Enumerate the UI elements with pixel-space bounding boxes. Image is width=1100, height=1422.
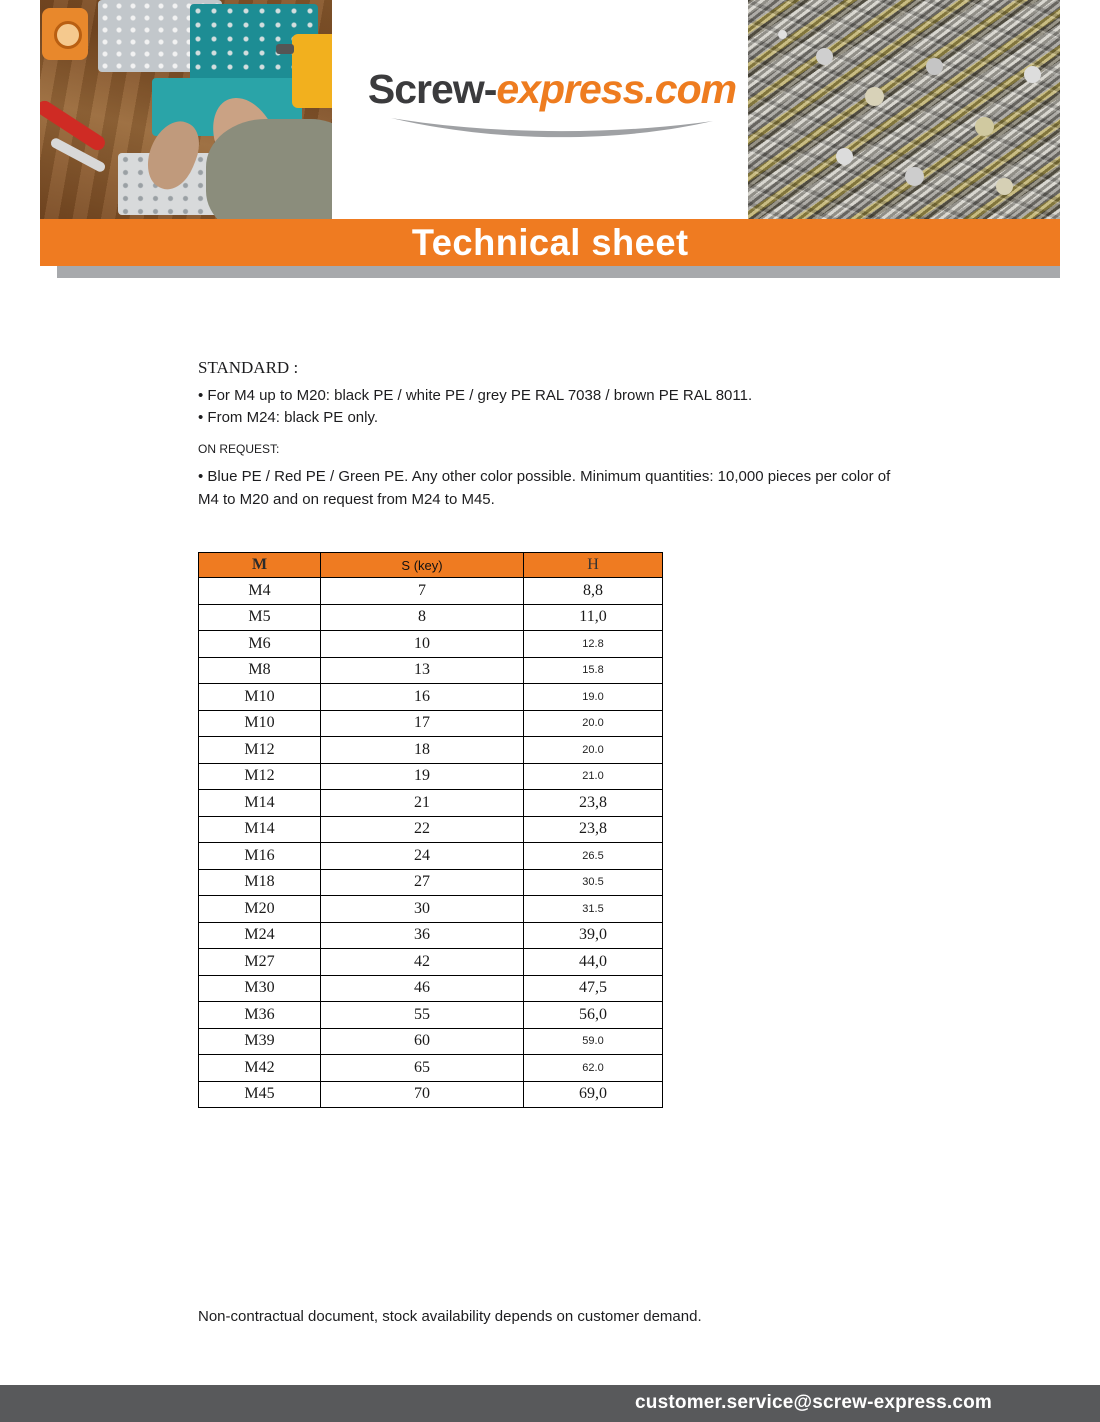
table-row (199, 949, 663, 976)
cell-h: 31.5 (524, 896, 663, 923)
cell-h: 8,8 (524, 578, 663, 605)
cell-h: 11,0 (524, 604, 663, 631)
cell-s-key: 7 (321, 578, 524, 605)
standard-bullet-2: • From M24: black PE only. (198, 409, 379, 426)
cell-m: M45 (199, 1081, 321, 1108)
cell-h: 20.0 (524, 737, 663, 764)
cell-s-key: 22 (321, 816, 524, 843)
cell-s-key: 21 (321, 790, 524, 817)
cell-s-key: 42 (321, 949, 524, 976)
table-row (199, 790, 663, 817)
table-row (199, 631, 663, 658)
cell-s-key: 70 (321, 1081, 524, 1108)
cell-h: 47,5 (524, 975, 663, 1002)
cell-h: 44,0 (524, 949, 663, 976)
spec-table-body (199, 578, 663, 1108)
table-row (199, 896, 663, 923)
column-header-m: M (199, 553, 321, 578)
cell-s-key: 10 (321, 631, 524, 658)
screws-photo (748, 0, 1060, 219)
standard-bullet-1: • For M4 up to M20: black PE / white PE / grey PE RAL 7038 / brown PE RAL 8011. (198, 387, 753, 404)
on-request-heading: ON REQUEST: (198, 442, 280, 456)
workbench-photo (40, 0, 332, 219)
technical-sheet-banner (40, 219, 1060, 266)
table-row (199, 763, 663, 790)
cell-m: M10 (199, 710, 321, 737)
cell-h: 12.8 (524, 631, 663, 658)
cell-m: M14 (199, 790, 321, 817)
contact-email: customer.service@screw-express.com (635, 1392, 992, 1413)
column-header-s-key: S (key) (321, 553, 524, 578)
cell-s-key: 19 (321, 763, 524, 790)
cell-m: M6 (199, 631, 321, 658)
logo-swoosh-icon (387, 115, 717, 139)
table-row (199, 816, 663, 843)
cell-m: M10 (199, 684, 321, 711)
logo-part1: Screw- (367, 66, 497, 112)
table-row (199, 975, 663, 1002)
cell-m: M14 (199, 816, 321, 843)
table-header-row (199, 553, 663, 578)
cell-m: M36 (199, 1002, 321, 1029)
cell-m: M5 (199, 604, 321, 631)
cell-s-key: 27 (321, 869, 524, 896)
cell-s-key: 16 (321, 684, 524, 711)
cell-m: M42 (199, 1055, 321, 1082)
cell-s-key: 24 (321, 843, 524, 870)
cell-h: 15.8 (524, 657, 663, 684)
screws-photo-texture (748, 0, 1060, 219)
cell-h: 26.5 (524, 843, 663, 870)
cell-s-key: 60 (321, 1028, 524, 1055)
table-row (199, 922, 663, 949)
spec-table (198, 552, 663, 1108)
cell-h: 69,0 (524, 1081, 663, 1108)
cell-s-key: 46 (321, 975, 524, 1002)
cell-h: 62.0 (524, 1055, 663, 1082)
banner-shadow-strip (57, 266, 1060, 278)
standard-section (198, 358, 918, 429)
cell-h: 39,0 (524, 922, 663, 949)
cell-m: M20 (199, 896, 321, 923)
table-row (199, 1081, 663, 1108)
table-row (199, 869, 663, 896)
cell-s-key: 17 (321, 710, 524, 737)
cell-h: 23,8 (524, 790, 663, 817)
table-row (199, 604, 663, 631)
table-row (199, 1028, 663, 1055)
cell-m: M8 (199, 657, 321, 684)
sleeve-image (206, 119, 332, 219)
logo-part2: express.com (496, 66, 737, 112)
table-row (199, 710, 663, 737)
cell-s-key: 13 (321, 657, 524, 684)
cell-s-key: 30 (321, 896, 524, 923)
cell-s-key: 8 (321, 604, 524, 631)
screw-heads-detail (778, 30, 787, 39)
cell-h: 30.5 (524, 869, 663, 896)
cell-h: 23,8 (524, 816, 663, 843)
cell-h: 19.0 (524, 684, 663, 711)
cell-m: M27 (199, 949, 321, 976)
cell-m: M4 (199, 578, 321, 605)
logo-text (352, 66, 752, 113)
tape-measure-image (42, 8, 88, 60)
on-request-section (198, 442, 898, 511)
cell-s-key: 55 (321, 1002, 524, 1029)
cell-h: 21.0 (524, 763, 663, 790)
brand-logo (352, 66, 752, 139)
cell-m: M24 (199, 922, 321, 949)
cell-s-key: 18 (321, 737, 524, 764)
cell-h: 56,0 (524, 1002, 663, 1029)
column-header-h: H (524, 553, 663, 578)
table-row (199, 657, 663, 684)
cell-m: M18 (199, 869, 321, 896)
on-request-text: • Blue PE / Red PE / Green PE. Any other color possible. Minimum quantities: 10,000 pieces per color of M4 to M20 and on request from M24 to M45. (198, 468, 891, 508)
cell-m: M12 (199, 737, 321, 764)
cell-m: M39 (199, 1028, 321, 1055)
drill-image (292, 34, 332, 108)
cell-m: M12 (199, 763, 321, 790)
cell-s-key: 36 (321, 922, 524, 949)
table-row (199, 843, 663, 870)
cell-h: 20.0 (524, 710, 663, 737)
cell-m: M16 (199, 843, 321, 870)
table-row (199, 578, 663, 605)
footer-bar (0, 1385, 1100, 1422)
disclaimer-note: Non-contractual document, stock availability depends on customer demand. (198, 1308, 702, 1325)
page-title: Technical sheet (411, 221, 689, 263)
standard-heading: STANDARD : (198, 358, 299, 377)
cell-s-key: 65 (321, 1055, 524, 1082)
table-row (199, 737, 663, 764)
cell-h: 59.0 (524, 1028, 663, 1055)
table-row (199, 1055, 663, 1082)
table-row (199, 684, 663, 711)
table-row (199, 1002, 663, 1029)
cell-m: M30 (199, 975, 321, 1002)
